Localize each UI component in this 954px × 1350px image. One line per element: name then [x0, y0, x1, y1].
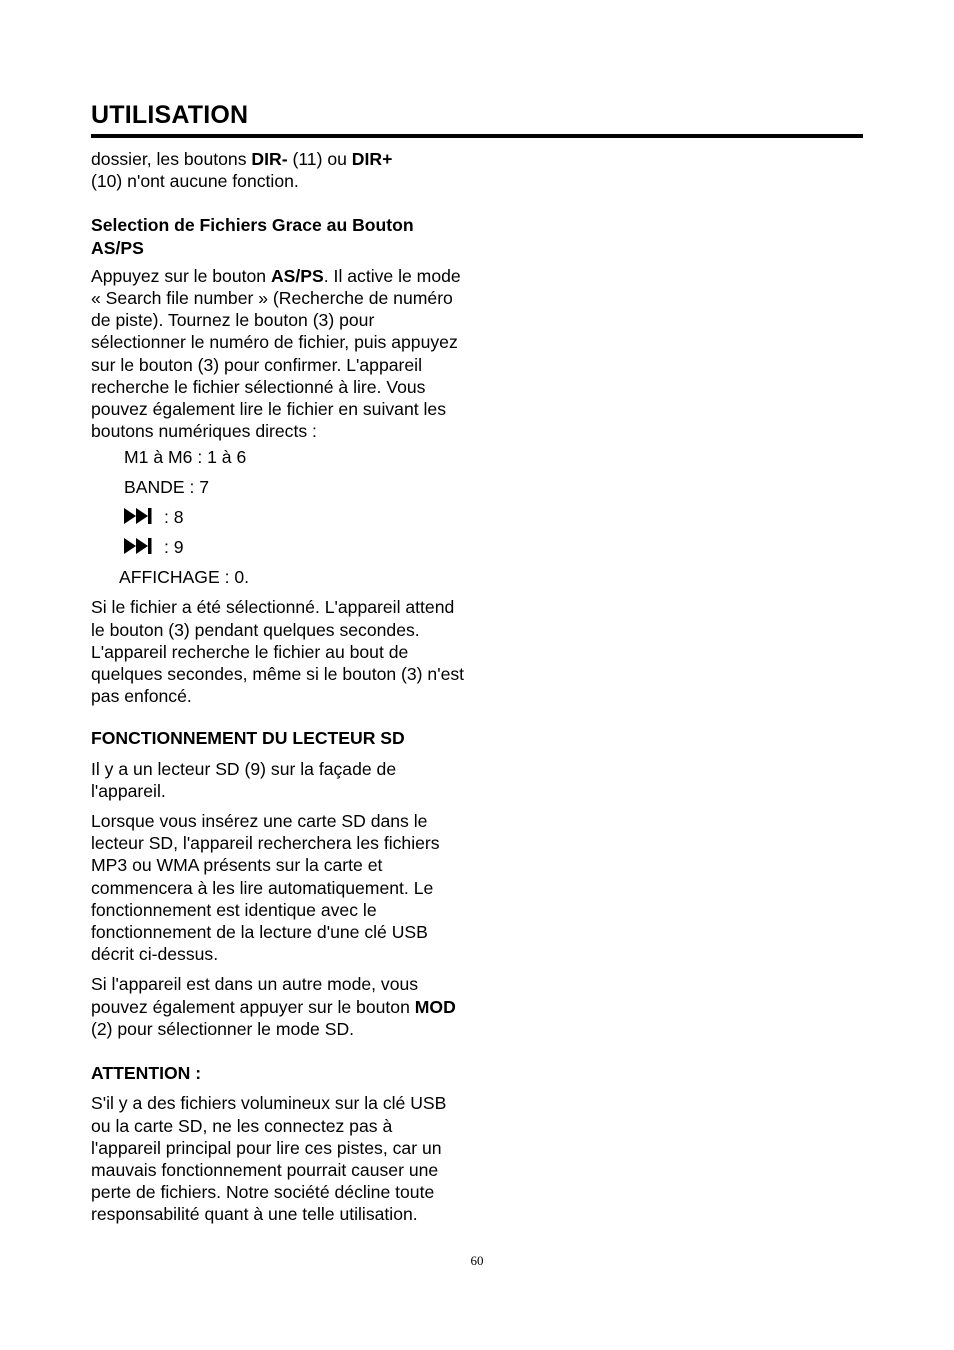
- main-column: [91, 148, 466, 1226]
- list-item-affichage: AFFICHAGE : 0.: [119, 567, 250, 588]
- intro-text-1: dossier, les boutons: [91, 149, 252, 169]
- dir-plus-label: DIR+: [351, 149, 393, 169]
- dir-minus-label: DIR-: [251, 149, 288, 169]
- sd-heading: FONCTIONNEMENT DU LECTEUR SD: [91, 728, 405, 749]
- list-item-m1-m6: M1 à M6 : 1 à 6: [124, 447, 247, 468]
- asps-heading: Selection de Fichiers Grace au Bouton AS/PS: [91, 215, 414, 258]
- list-item-next: [91, 502, 466, 532]
- asps-paragraph-1: [91, 265, 466, 443]
- asps-paragraph-2: Si le fichier a été sélectionné. L'appareil attend le bouton (3) pendant quelques secondes. L'appareil recherche le fichier au bout de quelques secondes, même si le bouton (3) n'est pas enfoncé.: [91, 597, 465, 707]
- list-item-next-label: : 8: [164, 507, 184, 528]
- mod-button-label: MOD: [414, 996, 456, 1017]
- list-item-next-2-label: : 9: [164, 537, 184, 558]
- attention-paragraph: S'il y a des fichiers volumineux sur la clé USB ou la carte SD, ne les connectez pas à l'appareil principal pour lire ces pistes, car un mauvais fonctionnement pourrait causer une perte de fichiers. Notre société décline toute responsabilité quant à une telle utilisation.: [91, 1093, 447, 1225]
- asps-p1-text-1: Appuyez sur le bouton: [91, 265, 271, 286]
- sd-paragraph-3: [91, 973, 466, 1040]
- list-item-next-2: [91, 532, 466, 562]
- asps-button-label: AS/PS: [270, 265, 324, 286]
- asps-p1-text-2: . Il active le mode « Search file number » (Recherche de numéro de piste). Tournez le bouton (3) pour sélectionner le numéro de fichier, puis appuyez sur le bouton (3) pour confirmer. L'appareil recherche le fichier sélectionné à lire. Vous pouvez également lire le fichier en suivant les boutons numériques directs :: [91, 265, 461, 442]
- sd-paragraph-2: Lorsque vous insérez une carte SD dans le lecteur SD, l'appareil recherchera les fichiers MP3 ou WMA présents sur la carte et commencera à les lire automatiquement. Le fonctionnement est identique avec le fonctionnement de la lecture d'une clé USB décrit ci-dessus.: [91, 811, 440, 965]
- skip-next-icon: [124, 534, 164, 552]
- title-rule: [91, 134, 863, 138]
- sd-paragraph-1: Il y a un lecteur SD (9) sur la façade de l'appareil.: [91, 758, 397, 801]
- sd-p3-text-1: Si l'appareil est dans un autre mode, vous pouvez également appuyer sur le bouton: [91, 974, 419, 1017]
- attention-heading: ATTENTION :: [91, 1063, 202, 1084]
- skip-next-icon: [124, 504, 164, 522]
- page-title: UTILISATION: [91, 101, 249, 129]
- page-number: 60: [470, 1253, 484, 1268]
- intro-text-2: (11) ou: [287, 149, 352, 169]
- sd-p3-text-2: (2) pour sélectionner le mode SD.: [91, 1018, 355, 1039]
- intro-text-3: (10) n'ont aucune fonction.: [91, 171, 299, 192]
- list-item-bande: BANDE : 7: [124, 477, 210, 498]
- intro-paragraph: [91, 148, 466, 192]
